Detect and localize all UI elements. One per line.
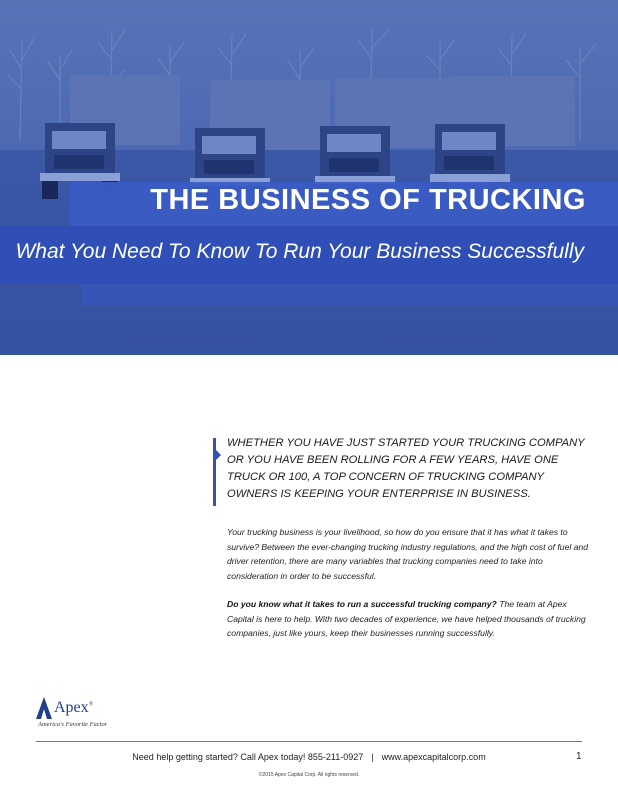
intro-paragraph-2-rest: The team at Apex Capital is here to help. With two decades of experience, we have helped thousands of trucking companies, just like yours, keep their businesses running successfully. <box>227 599 586 638</box>
apex-logo <box>36 697 136 733</box>
page-title: THE BUSINESS OF TRUCKING <box>150 184 586 216</box>
intro-lead: WHETHER YOU HAVE JUST STARTED YOUR TRUCKING COMPANY OR YOU HAVE BEEN ROLLING FOR A FEW YEARS, HAVE ONE TRUCK OR 100, A TOP CONCERN OF TRUCKING COMPANY OWNERS IS KEEPING YOUR ENTERPRISE IN BUSINESS. <box>227 437 585 500</box>
intro-lead-block <box>227 435 589 503</box>
intro-paragraph-2-bold: Do you know what it takes to run a successful trucking company? <box>227 599 497 609</box>
logo-tagline: America's Favorite Factor <box>38 721 108 728</box>
intro-paragraph-1: Your trucking business is your livelihood, so how do you ensure that it has what it takes to survive? Between the ever-changing trucking industry regulations, and the high cost of fuel and driver retention, there are many variables that trucking companies need to take into consideration in order to be successful. <box>227 527 589 581</box>
accent-band <box>82 284 618 306</box>
footer-separator: | <box>371 752 374 762</box>
intro-paragraph-2 <box>227 597 593 641</box>
hero-banner <box>0 0 618 355</box>
logo-name: Apex <box>54 699 89 716</box>
page-number: 1 <box>576 751 582 762</box>
lead-accent-arrow-icon <box>216 450 221 460</box>
footer-divider <box>36 741 582 742</box>
footer-bar <box>0 752 618 762</box>
page-subtitle: What You Need To Know To Run Your Business Successfully <box>15 240 584 263</box>
logo-registered-mark: ® <box>88 701 94 708</box>
lead-accent-bar <box>213 438 216 506</box>
copyright-notice: ©2015 Apex Capital Corp. All rights reserved. <box>258 772 360 778</box>
footer-cta: Need help getting started? Call Apex today! 855-211-0927 <box>132 752 364 762</box>
apex-peak-icon <box>36 697 52 719</box>
footer-website-link[interactable]: www.apexcapitalcorp.com <box>381 752 486 762</box>
logo-wordmark <box>54 699 93 717</box>
